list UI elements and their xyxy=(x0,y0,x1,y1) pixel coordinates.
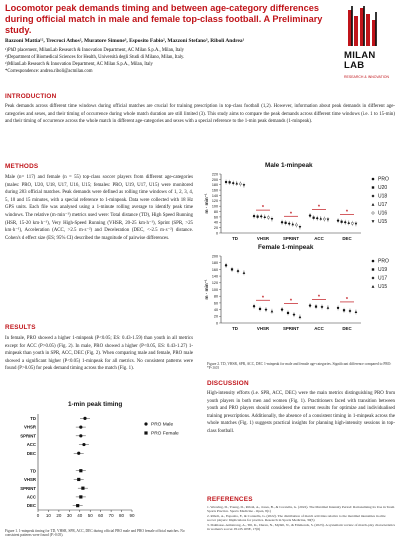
methods-heading: METHODS xyxy=(5,163,39,170)
legend-marker xyxy=(372,186,374,188)
significance-star: * xyxy=(289,298,293,305)
y-tick-label: 80 xyxy=(213,294,218,299)
legend-label: U17 xyxy=(378,202,388,209)
y-tick-label: 40 xyxy=(213,308,218,312)
affiliations xyxy=(5,47,331,75)
data-point xyxy=(343,309,345,311)
fig1-title: 1-min peak timing xyxy=(68,401,123,408)
data-point xyxy=(77,452,80,455)
data-point xyxy=(237,270,240,273)
y-tick-label: 0 xyxy=(215,321,218,326)
legend-label: PRO Male xyxy=(151,422,174,428)
significance-star: * xyxy=(345,296,349,303)
legend-label: PRO Female xyxy=(151,431,179,437)
data-point xyxy=(285,222,287,224)
data-point xyxy=(271,310,274,313)
significance-star: * xyxy=(317,294,321,301)
data-point xyxy=(265,308,268,311)
data-point xyxy=(281,221,283,223)
logo-mark-icon xyxy=(336,6,394,52)
fig2-female-title: Female 1-minpeak xyxy=(258,244,314,251)
x-tick-label: DEC xyxy=(342,236,352,241)
references-heading: REFERENCES xyxy=(207,496,253,503)
y-tick-label: TD xyxy=(30,468,36,474)
y-tick-label: 180 xyxy=(211,183,218,188)
y-tick-label: 160 xyxy=(211,267,218,272)
y-tick-label: 220 xyxy=(211,172,218,177)
data-point xyxy=(344,221,347,224)
data-point xyxy=(267,216,269,218)
fig2-female-chart xyxy=(203,253,398,333)
data-point xyxy=(79,495,82,498)
reference-item: 1. Weaving, D., Young, D., Riboli, A., Jones, B., & Coratella, G. (2022). The Maximal Intensity Period: Rationalising its Use in Team Sports Practice. Sports Medicine - Open, 8(1) xyxy=(207,505,395,514)
reference-item: 3. Dalmasso-Armstrong, A., Till, K., Duran, N., Myhill, N., & Emmonds, S. (2023). A systematic review of match-play characteristics in women's soccer. PLOS ONE, 17(6) xyxy=(207,522,396,532)
data-point xyxy=(349,310,352,313)
legend-label: PRO xyxy=(378,176,389,183)
legend-label: U16 xyxy=(378,210,388,217)
legend-label: U17 xyxy=(378,275,388,282)
y-tick-label: 200 xyxy=(211,254,218,259)
x-tick-label: 30 xyxy=(66,513,72,518)
data-point xyxy=(263,216,266,219)
data-point xyxy=(81,487,84,490)
data-point xyxy=(79,469,82,472)
legend-label: U18 xyxy=(378,193,388,200)
fig2-male-chart xyxy=(203,171,398,243)
data-point xyxy=(309,304,311,306)
data-point xyxy=(355,223,358,226)
significance-star: * xyxy=(261,205,265,212)
legend-label: U19 xyxy=(378,267,388,274)
y-axis-label: m · min⁻¹ xyxy=(204,279,209,300)
methods-text: Male (n= 117) and female (n = 55) top-class soccer players from different age-categories (males: PRO, U20, U18, U17, U16, U15; females: PRO, U19, U17, U15) were monitored during 283 official matches. Peak demands were defined as rolling time windows of 1, 2, 3, 4, 5, 10 and 15 minutes, with a special reference to 1-minpeak. Data were collected with 18 Hz GPS units. Each file was analysed using a 1-minute rolling average to identify peak time windows. The relative (m·min⁻¹) metrics used were: Total distance (TD), High Speed Running (HSR, 15-20 km·h⁻¹), Very High-Speed Running (VHSR, 20-25 km·h⁻¹), Sprint (SPR, >25 km·h⁻¹), Acceleration (ACC, >2.5 m·s⁻²) and Deceleration (DEC, <-2.5 m·s⁻²) distance. Cohen's d effect size (ES; 95% CI) described the magnitude of pairwise differences. xyxy=(5,175,193,241)
data-point xyxy=(291,223,294,226)
data-point xyxy=(243,184,246,187)
y-tick-label: ACC xyxy=(26,442,36,448)
poster-title: Locomotor peak demands timing and between age-category differences during official match in male and female top-class football. A Preliminary study. xyxy=(5,3,323,35)
x-tick-label: 90 xyxy=(129,513,135,518)
x-tick-label: VHSR xyxy=(256,236,270,241)
data-point xyxy=(79,434,82,437)
data-point xyxy=(235,182,238,185)
results-heading: RESULTS xyxy=(5,324,36,331)
data-point xyxy=(299,316,302,319)
x-tick-label: TD xyxy=(232,236,238,241)
x-tick-label: 20 xyxy=(56,513,62,518)
legend-marker xyxy=(372,203,375,206)
legend-marker xyxy=(372,268,374,270)
x-tick-label: ACC xyxy=(314,326,324,331)
x-tick-label: 70 xyxy=(108,513,114,518)
fig2-male-title: Male 1-minpeak xyxy=(265,162,313,169)
data-point xyxy=(281,308,283,310)
data-point xyxy=(225,264,227,266)
y-tick-label: 60 xyxy=(213,301,218,306)
data-point xyxy=(82,443,85,446)
milanlab-logo xyxy=(336,6,394,92)
data-point xyxy=(319,217,322,220)
data-point xyxy=(321,306,324,309)
data-point xyxy=(231,268,233,270)
legend-label: U15 xyxy=(378,284,388,291)
x-tick-label: 60 xyxy=(98,513,104,518)
legend-marker xyxy=(372,285,375,288)
discussion-heading: DISCUSSION xyxy=(207,380,249,387)
logo-subtitle: RESEARCH & INNOVATION xyxy=(344,75,389,79)
legend-marker xyxy=(144,431,147,434)
y-tick-label: VHSR xyxy=(24,477,36,483)
authors: Bazzoni Mattia¹², Trecroci Athos², Muratore Simone³, Esposito Fabio², Mazzoni Stefano³, Riboli Andrea¹ xyxy=(5,38,245,44)
data-point xyxy=(337,219,339,221)
data-point xyxy=(288,222,291,225)
affiliation-1: ¹)PhD placement, MilanLab Research & Innovation Department, AC Milan S.p.A., Milan, Italy xyxy=(5,48,184,53)
data-point xyxy=(253,305,255,307)
legend-marker xyxy=(372,260,375,263)
data-point xyxy=(327,306,330,309)
y-tick-label: 20 xyxy=(213,226,218,231)
data-point xyxy=(253,215,255,217)
data-point xyxy=(229,181,231,183)
data-point xyxy=(293,313,296,316)
reference-item: 2. Riboli, A., Esposito, F., & Coratella, G. (2022). The distribution of match activities relative to the maximal intensities in elite soccer players: Implications for practice. Research in Sports Medicine, 30(5) xyxy=(207,513,386,523)
legend-marker xyxy=(372,220,375,223)
legend-marker xyxy=(372,195,375,198)
y-tick-label: 0 xyxy=(215,231,218,236)
legend-label: PRO xyxy=(378,258,389,265)
fig1-caption: Figure 1. 1-minpeak timing for TD, VHSR, SPR, ACC, DEC during official PRO male and PRO female official matches. No consistent patterns were found (P>0.05). xyxy=(5,529,185,538)
references-list xyxy=(207,505,395,531)
y-tick-label: 140 xyxy=(211,274,218,279)
data-point xyxy=(76,504,79,507)
x-tick-label: 40 xyxy=(77,513,83,518)
fig1-chart xyxy=(0,410,195,528)
significance-star: * xyxy=(317,204,321,211)
y-tick-label: 160 xyxy=(211,188,218,193)
x-tick-label: VHSR xyxy=(256,326,270,331)
data-point xyxy=(295,224,297,226)
y-tick-label: DEC xyxy=(26,450,36,456)
y-tick-label: 20 xyxy=(213,314,218,319)
data-point xyxy=(287,312,289,314)
data-point xyxy=(271,218,274,221)
data-point xyxy=(232,182,235,185)
x-tick-label: 80 xyxy=(119,513,125,518)
y-tick-label: SPRINT xyxy=(20,485,36,491)
data-point xyxy=(299,226,302,229)
data-point xyxy=(260,215,263,218)
y-axis-label: m · min⁻¹ xyxy=(204,193,209,214)
y-tick-label: 200 xyxy=(211,177,218,182)
data-point xyxy=(79,425,82,428)
data-point xyxy=(239,183,241,185)
data-point xyxy=(83,417,86,420)
fig2-caption: Figure 2. TD, VHSR, SPR, ACC, DEC 1-minpeak for male and female age-categories. Significant difference compared to PRO: *P<0.05 xyxy=(207,362,392,371)
significance-star: * xyxy=(345,209,349,216)
data-point xyxy=(316,217,319,220)
significance-star: * xyxy=(261,295,265,302)
data-point xyxy=(315,305,317,307)
y-tick-label: 140 xyxy=(211,193,218,198)
y-tick-label: 60 xyxy=(213,215,218,220)
y-tick-label: VHSR xyxy=(24,424,36,430)
y-tick-label: 40 xyxy=(213,220,218,225)
x-tick-label: TD xyxy=(232,326,238,331)
intro-text: Peak demands across different time windows during official matches are crucial for training prescription in top-class football (1,2). However, information about peak demands in different age-categories and sexes, and their timing of occurrence during whole match duration are still limited (3). This study aims to compare the peak demands across different time windows (i.e. 1 to 15-min) and their timing of occurrence across the whole match in different age-categories and sexes with a special reference to the 1-min peak demands (1-minpeak). xyxy=(5,104,395,125)
data-point xyxy=(77,478,80,481)
x-tick-label: ACC xyxy=(314,236,324,241)
data-point xyxy=(313,217,315,219)
x-tick-label: SPRINT xyxy=(282,236,300,241)
data-point xyxy=(225,181,227,183)
data-point xyxy=(323,218,325,220)
significance-star: * xyxy=(289,211,293,218)
x-tick-label: 50 xyxy=(87,513,93,518)
legend-marker xyxy=(372,178,375,181)
x-tick-label: DEC xyxy=(342,326,352,331)
data-point xyxy=(309,214,311,216)
affiliation-2: ²)Department of Biomedical Sciences for Health, Università degli Studi di Milano, Milan, Italy. xyxy=(5,55,185,60)
x-tick-label: SPRINT xyxy=(282,326,300,331)
data-point xyxy=(327,218,330,221)
correspondence: *Correspondence: andrea.riboli@acmilan.com xyxy=(5,69,93,74)
affiliation-3: ³)MilanLab Research & Innovation Department, AC Milan S.p.A., Milan, Italy xyxy=(5,62,153,67)
legend-marker xyxy=(144,422,147,425)
y-tick-label: ACC xyxy=(26,494,36,500)
y-tick-label: 120 xyxy=(211,199,218,204)
data-point xyxy=(351,222,353,224)
legend-marker xyxy=(372,212,374,214)
y-tick-label: 180 xyxy=(211,261,218,266)
data-point xyxy=(257,216,259,218)
data-point xyxy=(355,311,358,314)
data-point xyxy=(259,308,261,310)
y-tick-label: TD xyxy=(30,415,36,421)
y-tick-label: SPRINT xyxy=(20,433,36,439)
data-point xyxy=(341,221,343,223)
results-text: In female, PRO showed a higher 1-minpeak (P<0.05; ES: 0.43-1.59) than youth in all metrics except for ACC (P>0.05) (Fig. 2). In male, PRO showed a higher (P<0.05, ES: 0.43-1.27) 1-minpeak than youth in SPR, ACC, DEC (Fig. 2). When comparing male and female, PRO male showed a significant higher (P<0.05) 1-minpeak for all metrics. No consistent patterns were found (P>0.05) for peak demand timing across the match (Fig. 1). xyxy=(5,336,193,372)
legend-label: U20 xyxy=(378,185,388,192)
legend-marker xyxy=(372,277,375,280)
y-tick-label: 100 xyxy=(211,287,218,292)
y-tick-label: DEC xyxy=(26,503,36,509)
legend-label: U15 xyxy=(378,219,388,226)
data-point xyxy=(347,221,350,224)
x-tick-label: 10 xyxy=(45,513,51,518)
intro-heading: INTRODUCTION xyxy=(5,93,57,100)
logo-wordmark: MILAN LAB xyxy=(344,50,376,71)
y-tick-label: 80 xyxy=(213,209,218,214)
discussion-text: High-intensity efforts (i.e. SPR, ACC, DEC) were the main metrics distinguishing PRO from youth players in both men and women (Fig. 1). Practitioners faced with transition between youth and PRO players should considered the current results for optimize and individualised training prescriptions. Additionally, the absence of a consistent timing in 1-minpeak across the whole matches (Fig. 1) suggests practical insights for planning high-intensity sessions in top-class football. xyxy=(207,391,395,434)
x-tick-label: 0 xyxy=(36,513,40,518)
data-point xyxy=(243,271,246,274)
y-tick-label: 100 xyxy=(211,204,218,209)
y-tick-label: 120 xyxy=(211,281,218,286)
data-point xyxy=(337,307,339,309)
